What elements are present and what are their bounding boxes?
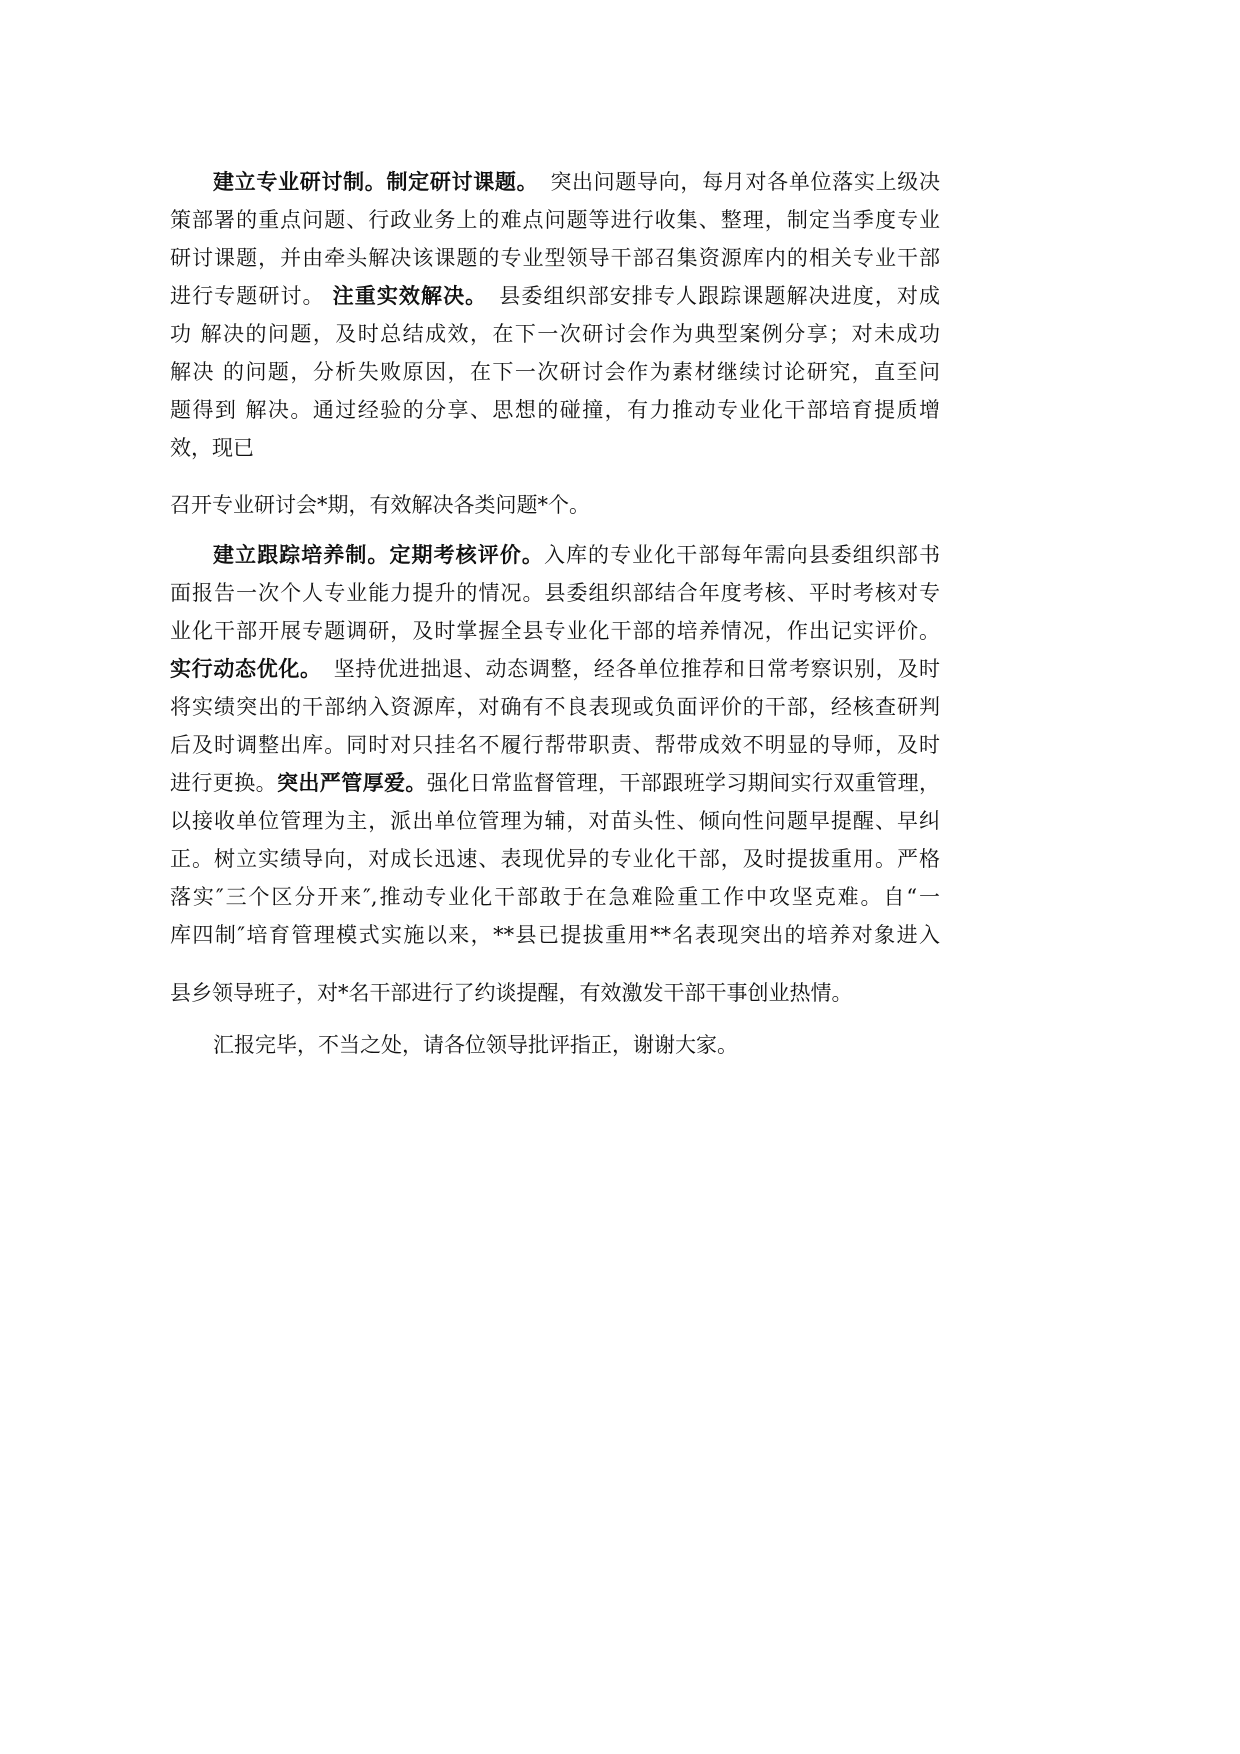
line-text: 题得到 解决。通过经验的分享、思想的碰撞，有力推动专业化干部培育提质增 <box>170 398 940 422</box>
text-line <box>170 536 940 574</box>
line-text: 以接收单位管理为主，派出单位管理为辅，对苗头性、倾向性问题早提醒、早纠 <box>170 809 940 833</box>
text-line <box>170 315 940 353</box>
text-line <box>170 726 940 764</box>
text-line <box>170 239 940 277</box>
text-line <box>170 391 940 429</box>
line-text: 入库的专业化干部每年需向县委组织部书 <box>543 543 940 567</box>
line-text: 进行专题研讨。 <box>170 284 325 308</box>
document-body <box>170 163 940 1064</box>
text-line <box>170 612 940 650</box>
line-text: 策部署的重点问题、行政业务上的难点问题等进行收集、整理，制定当季度专业 <box>170 208 940 232</box>
bold-heading: 实行动态优化。 <box>170 656 322 681</box>
paragraph-specialist-seminar <box>170 163 940 467</box>
text-line <box>170 650 940 688</box>
paragraph-promotion-result <box>170 974 940 1012</box>
text-line <box>170 840 940 878</box>
line-text: 正。树立实绩导向，对成长迅速、表现优异的专业化干部，及时提拔重用。严格 <box>170 847 940 871</box>
text-line <box>170 688 940 726</box>
paragraph-closing <box>170 1026 940 1064</box>
line-text: 县乡领导班子，对*名干部进行了约谈提醒，有效激发干部干事创业热情。 <box>170 981 853 1005</box>
line-text: 面报告一次个人专业能力提升的情况。县委组织部结合年度考核、平时考核对专 <box>170 581 940 605</box>
paragraph-seminar-result <box>170 486 940 524</box>
line-text: 进行更换。 <box>170 771 277 795</box>
text-line <box>170 429 940 467</box>
line-text: 落实″三个区分开来″,推动专业化干部敢于在急难险重工作中攻坚克难。自“一 <box>170 885 940 909</box>
line-text: 县委组织部安排专人跟踪课题解决进度，对成 <box>499 284 941 308</box>
paragraph-tracking-training <box>170 536 940 954</box>
line-text: 汇报完毕，不当之处，请各位领导批评指正，谢谢大家。 <box>213 1033 738 1057</box>
text-line <box>170 486 940 524</box>
text-line <box>170 916 940 954</box>
line-text: 功 解决的问题，及时总结成效，在下一次研讨会作为典型案例分享；对未成功 <box>170 322 940 346</box>
line-text: 研讨课题，并由牵头解决该课题的专业型领导干部召集资源库内的相关专业干部 <box>170 246 940 270</box>
line-text: 突出问题导向，每月对各单位落实上级决 <box>550 170 940 194</box>
text-line <box>170 353 940 391</box>
line-text: 召开专业研讨会*期，有效解决各类问题*个。 <box>170 493 590 517</box>
line-text: 业化干部开展专题调研，及时掌握全县专业化干部的培养情况，作出记实评价。 <box>170 619 940 643</box>
text-line <box>170 277 940 315</box>
line-text: 后及时调整出库。同时对只挂名不履行帮带职责、帮带成效不明显的导师，及时 <box>170 733 940 757</box>
text-line <box>170 1026 940 1064</box>
text-line <box>170 802 940 840</box>
bold-heading: 突出严管厚爱。 <box>277 770 427 795</box>
line-text: 坚持优进拙退、动态调整，经各单位推荐和日常考察识别，及时 <box>333 657 941 681</box>
bold-heading: 建立跟踪培养制。定期考核评价。 <box>213 542 544 567</box>
line-text: 库四制″培育管理模式实施以来，**县已提拔重用**名表现突出的培养对象进入 <box>170 923 940 947</box>
text-line <box>170 574 940 612</box>
text-line <box>170 163 940 201</box>
line-text: 将实绩突出的干部纳入资源库，对确有不良表现或负面评价的干部，经核查研判 <box>170 695 940 719</box>
line-text: 效，现已 <box>170 436 254 460</box>
text-line <box>170 878 940 916</box>
line-text: 解决 的问题，分析失败原因，在下一次研讨会作为素材继续讨论研究，直至问 <box>170 360 940 384</box>
text-line <box>170 201 940 239</box>
bold-heading: 注重实效解决。 <box>332 283 488 308</box>
bold-heading: 建立专业研讨制。制定研讨课题。 <box>213 169 539 194</box>
text-line <box>170 764 940 802</box>
text-line <box>170 974 940 1012</box>
line-text: 强化日常监督管理，干部跟班学习期间实行双重管理， <box>426 771 941 795</box>
